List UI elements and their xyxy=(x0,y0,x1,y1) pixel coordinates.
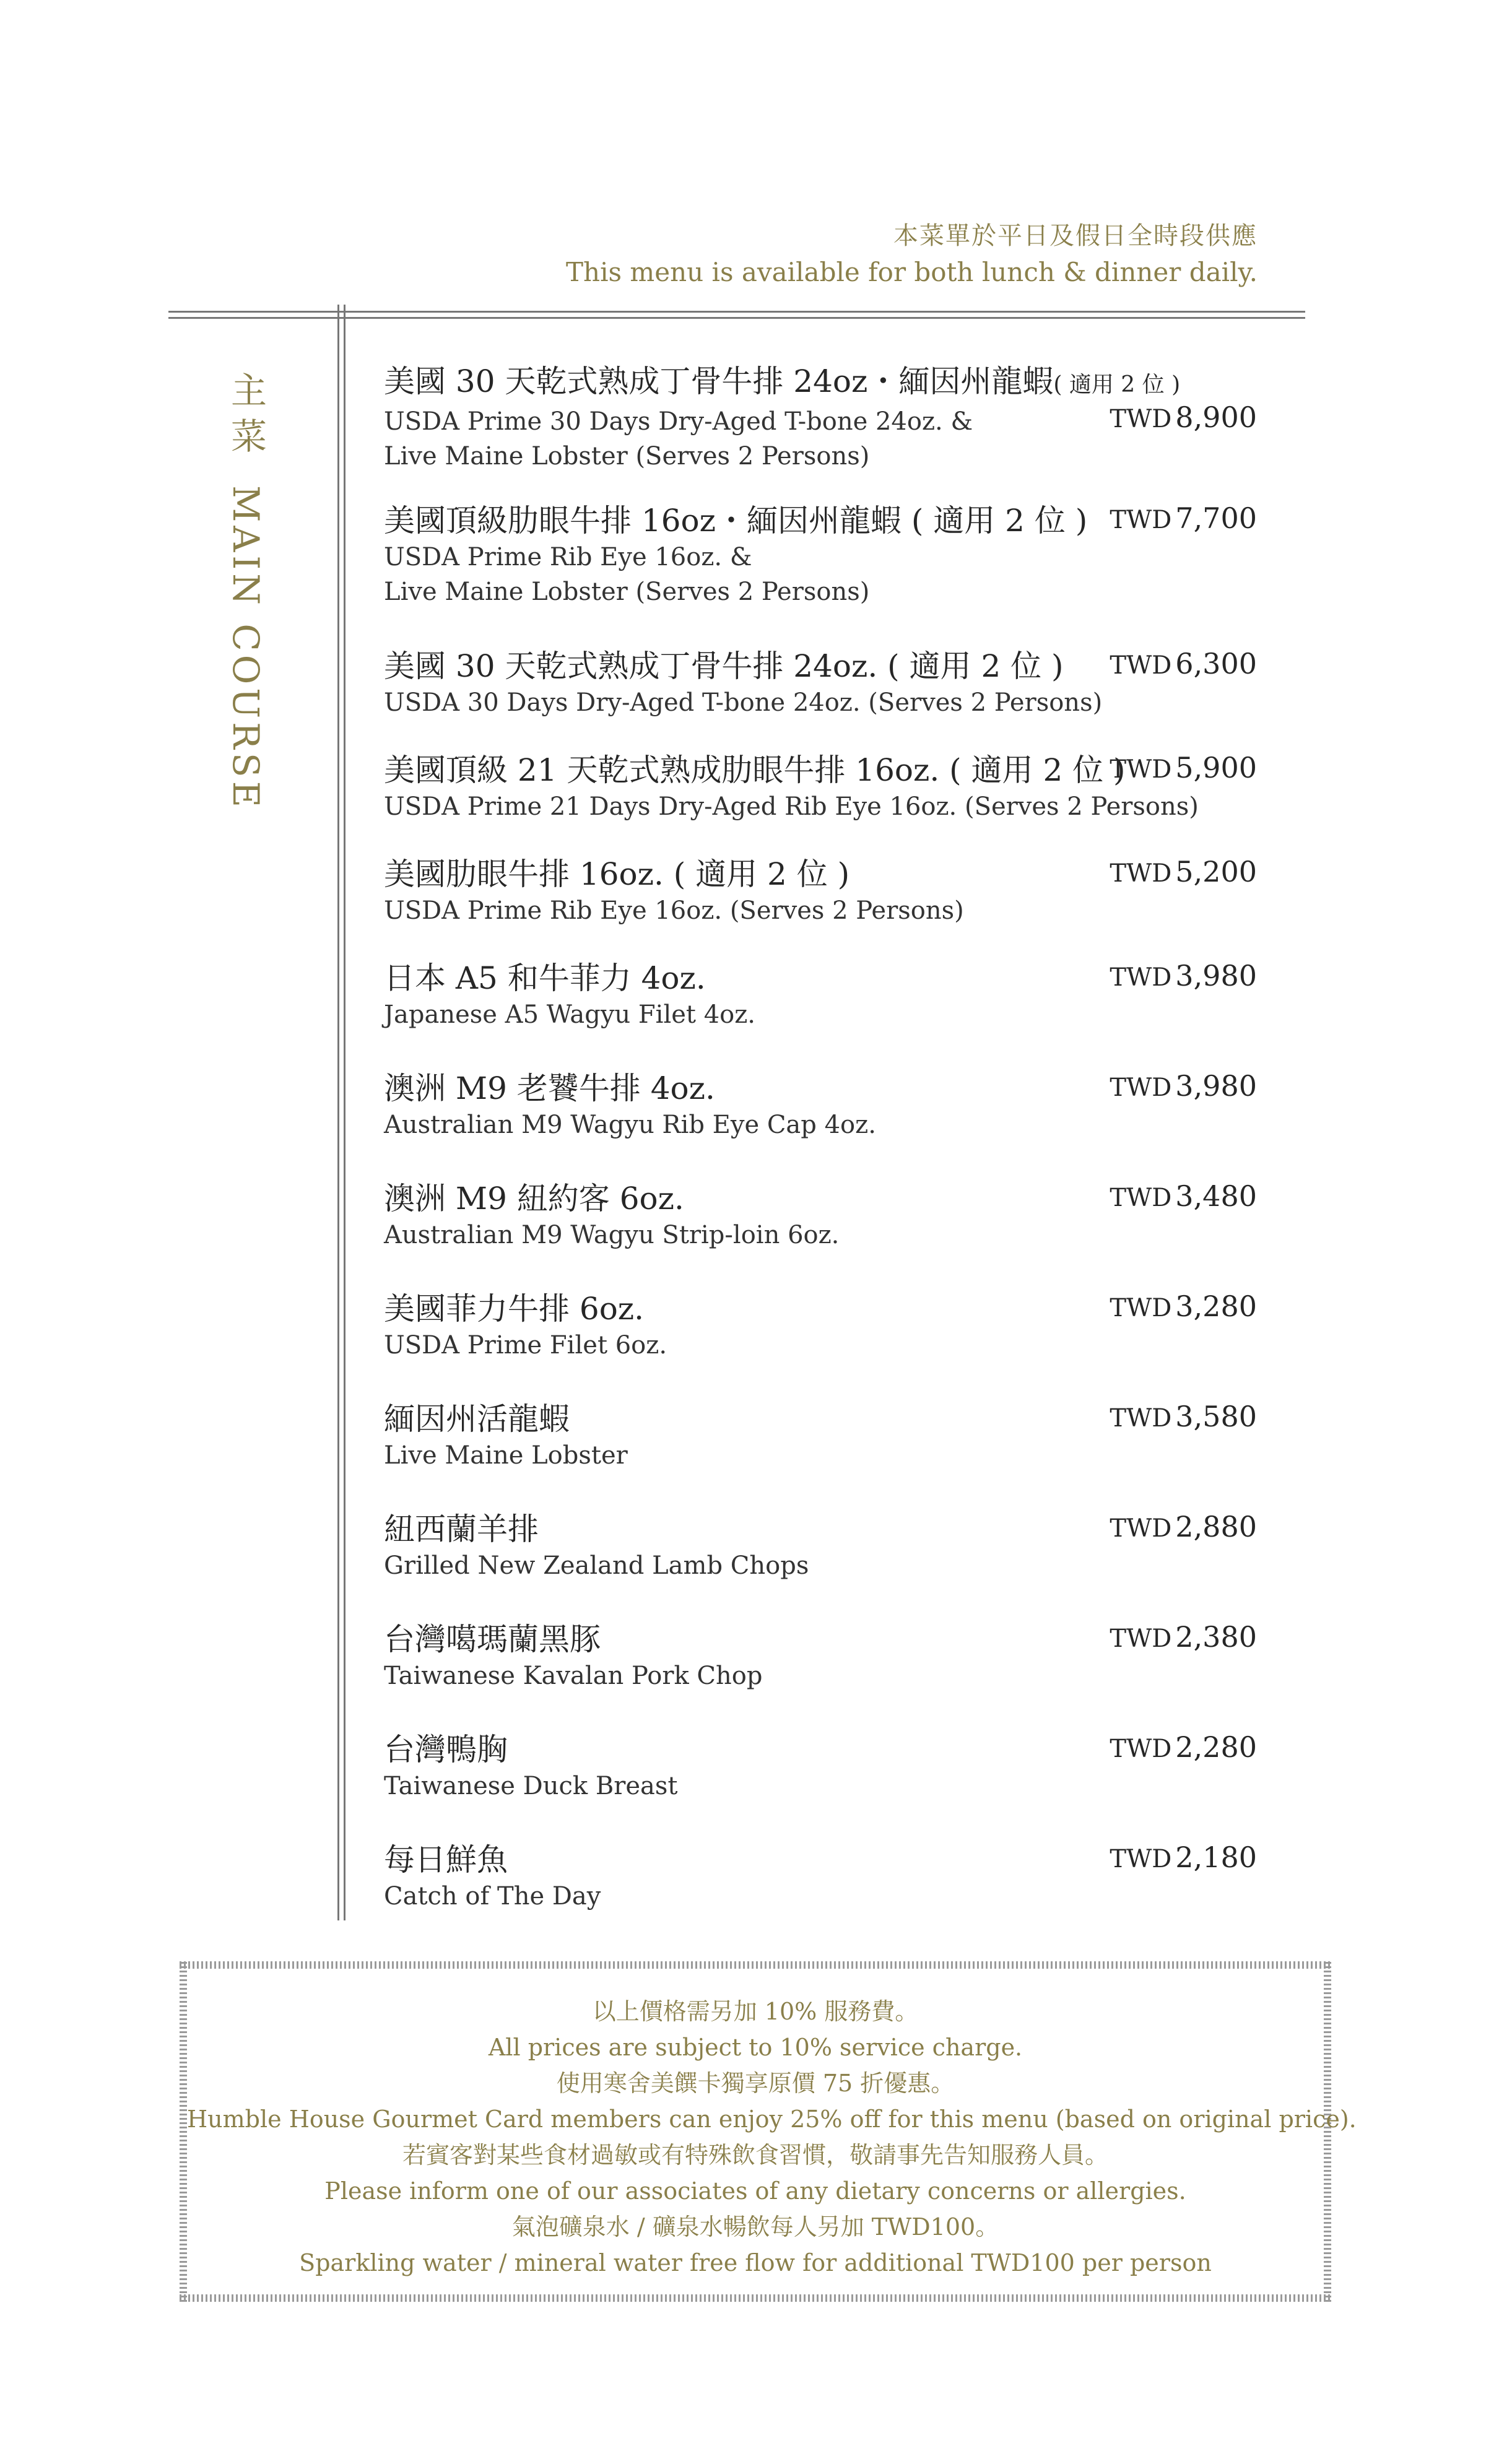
item-name-en: USDA Prime Filet 6oz. xyxy=(384,1331,667,1360)
item-name-zh: 日本 A5 和牛菲力 4oz. xyxy=(384,960,706,996)
menu-item xyxy=(384,1290,1257,1363)
item-name-en: Australian M9 Wagyu Strip-loin 6oz. xyxy=(384,1221,840,1249)
item-name-zh: 緬因州活龍蝦 xyxy=(384,1401,570,1437)
section-title xyxy=(220,371,272,811)
item-name-zh: 澳洲 M9 紐約客 6oz. xyxy=(384,1181,684,1217)
menu-item xyxy=(384,751,1257,824)
menu-item xyxy=(384,647,1257,720)
currency: TWD xyxy=(1110,859,1172,888)
item-price xyxy=(1110,1510,1257,1543)
item-name-en: USDA Prime Rib Eye 16oz. & xyxy=(384,543,752,571)
item-price xyxy=(1110,1730,1257,1764)
price-value: 5,900 xyxy=(1175,751,1257,784)
item-name-zh: 美國 30 天乾式熟成丁骨牛排 24oz・緬因州龍蝦 xyxy=(384,363,1054,399)
currency: TWD xyxy=(1110,1625,1172,1653)
item-name-en: Taiwanese Kavalan Pork Chop xyxy=(384,1662,763,1690)
item-price xyxy=(1110,751,1257,784)
item-price xyxy=(1110,1069,1257,1103)
footer-line: All prices are subject to 10% service charge. xyxy=(488,2034,1023,2061)
footer-line: 使用寒舍美饌卡獨享原價 75 折優惠。 xyxy=(556,2070,955,2097)
item-price xyxy=(1110,959,1257,992)
item-name-en: Australian M9 Wagyu Rib Eye Cap 4oz. xyxy=(384,1111,876,1139)
menu-item xyxy=(384,1620,1257,1693)
vertical-rule-2 xyxy=(344,305,345,1920)
currency: TWD xyxy=(1110,1184,1172,1212)
item-name-zh: 美國頂級 21 天乾式熟成肋眼牛排 16oz. ( 適用 2 位 ) xyxy=(384,752,1126,788)
footer-line: Sparkling water / mineral water free flow for additional TWD100 per person xyxy=(299,2249,1212,2276)
item-name-zh: 美國菲力牛排 6oz. xyxy=(384,1291,645,1327)
menu-item xyxy=(384,1400,1257,1473)
item-price xyxy=(1110,1290,1257,1323)
price-value: 3,580 xyxy=(1175,1400,1257,1433)
item-name-zh: 美國肋眼牛排 16oz. ( 適用 2 位 ) xyxy=(384,856,850,892)
section-title-en: MAIN COURSE xyxy=(225,485,267,811)
item-name-en-2: Live Maine Lobster (Serves 2 Persons) xyxy=(384,442,870,471)
item-price xyxy=(1110,1400,1257,1433)
price-value: 3,980 xyxy=(1175,1069,1257,1103)
price-value: 5,200 xyxy=(1175,855,1257,888)
footer-line: 若賓客對某些食材過敏或有特殊飲食習慣，敬請事先告知服務人員。 xyxy=(402,2141,1108,2169)
vertical-rule-1 xyxy=(337,305,339,1920)
item-name-zh: 台灣噶瑪蘭黑豚 xyxy=(384,1621,601,1657)
item-price xyxy=(1110,1179,1257,1213)
price-value: 3,280 xyxy=(1175,1290,1257,1323)
currency: TWD xyxy=(1110,1735,1172,1763)
section-title-zh: 主菜 xyxy=(225,371,267,463)
footer-line: Please inform one of our associates of any dietary concerns or allergies. xyxy=(324,2177,1186,2205)
price-value: 2,880 xyxy=(1175,1510,1257,1543)
item-name-zh: 每日鮮魚 xyxy=(384,1842,508,1878)
item-name-en: USDA Prime 30 Days Dry-Aged T-bone 24oz. & xyxy=(384,407,973,436)
item-name-en: USDA Prime Rib Eye 16oz. (Serves 2 Persons) xyxy=(384,896,964,925)
price-value: 3,980 xyxy=(1175,959,1257,992)
price-value: 6,300 xyxy=(1175,647,1257,680)
item-name-en: USDA Prime 21 Days Dry-Aged Rib Eye 16oz. (Serves 2 Persons) xyxy=(384,792,1199,821)
item-name-en-2: Live Maine Lobster (Serves 2 Persons) xyxy=(384,578,870,606)
currency: TWD xyxy=(1110,1845,1172,1873)
currency: TWD xyxy=(1110,1294,1172,1322)
footer-line: Humble House Gourmet Card members can enjoy 25% off for this menu (based on original price). xyxy=(187,2106,1357,2133)
price-value: 2,280 xyxy=(1175,1730,1257,1764)
price-value: 2,380 xyxy=(1175,1620,1257,1654)
item-price xyxy=(1110,855,1257,888)
currency: TWD xyxy=(1110,1074,1172,1102)
item-name-en: Live Maine Lobster xyxy=(384,1441,628,1470)
item-name-en: Taiwanese Duck Breast xyxy=(384,1772,678,1800)
item-name-zh: 美國 30 天乾式熟成丁骨牛排 24oz. ( 適用 2 位 ) xyxy=(384,648,1064,684)
price-value: 8,900 xyxy=(1175,401,1257,434)
item-name-en: Catch of The Day xyxy=(384,1882,601,1911)
footer-notice-box xyxy=(180,1961,1357,2302)
currency: TWD xyxy=(1110,405,1172,433)
item-name-zh: 澳洲 M9 老饕牛排 4oz. xyxy=(384,1070,715,1106)
item-price xyxy=(1110,501,1257,535)
price-value: 7,700 xyxy=(1175,501,1257,535)
footer-line: 氣泡礦泉水 / 礦泉水暢飲每人另加 TWD100。 xyxy=(511,2213,999,2241)
item-note: ( 適用 2 位 ) xyxy=(1053,372,1181,397)
item-name-zh: 台灣鴨胸 xyxy=(384,1732,508,1768)
item-price xyxy=(1110,1620,1257,1654)
item-price xyxy=(1110,647,1257,680)
menu-item xyxy=(384,959,1257,1032)
menu-item xyxy=(384,855,1257,928)
menu-item xyxy=(384,1069,1257,1142)
item-price xyxy=(1110,1841,1257,1874)
menu-item xyxy=(384,1179,1257,1252)
currency: TWD xyxy=(1110,651,1172,680)
menu-availability-header xyxy=(566,218,1258,291)
availability-en: This menu is available for both lunch & dinner daily. xyxy=(566,257,1258,287)
price-value: 2,180 xyxy=(1175,1841,1257,1874)
menu-item xyxy=(384,501,1257,609)
availability-zh: 本菜單於平日及假日全時段供應 xyxy=(893,222,1258,250)
currency: TWD xyxy=(1110,506,1172,534)
item-name-zh: 美國頂級肋眼牛排 16oz・緬因州龍蝦 ( 適用 2 位 ) xyxy=(384,503,1088,539)
item-price xyxy=(1110,401,1257,434)
price-value: 3,480 xyxy=(1175,1179,1257,1213)
menu-item xyxy=(384,1841,1257,1914)
menu-item xyxy=(384,1510,1257,1583)
currency: TWD xyxy=(1110,755,1172,784)
item-name-en: Grilled New Zealand Lamb Chops xyxy=(384,1551,809,1580)
currency: TWD xyxy=(1110,963,1172,992)
currency: TWD xyxy=(1110,1404,1172,1433)
menu-item xyxy=(384,1730,1257,1803)
item-name-en: Japanese A5 Wagyu Filet 4oz. xyxy=(384,1000,756,1029)
item-name-en: USDA 30 Days Dry-Aged T-bone 24oz. (Serves 2 Persons) xyxy=(384,688,1103,717)
currency: TWD xyxy=(1110,1514,1172,1543)
item-name-zh: 紐西蘭羊排 xyxy=(384,1511,539,1547)
menu-item xyxy=(384,362,1257,474)
footer-line: 以上價格需另加 10% 服務費。 xyxy=(592,1998,919,2025)
